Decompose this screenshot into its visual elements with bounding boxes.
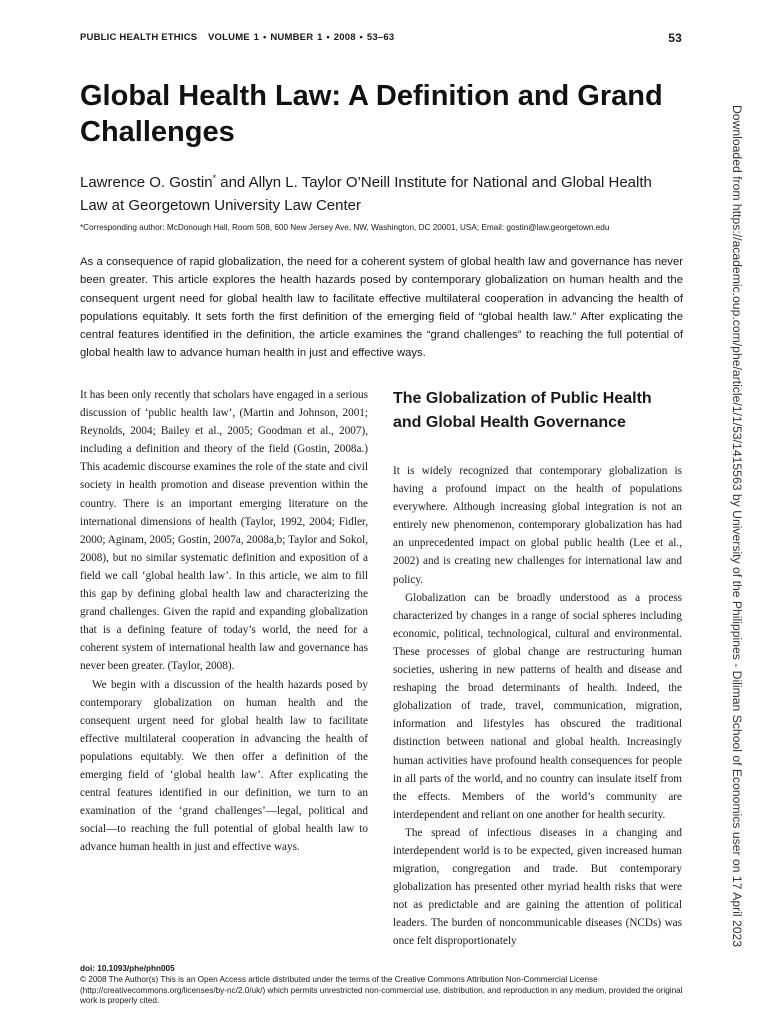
section-heading: The Globalization of Public Health and Global Health Governance <box>393 390 652 431</box>
journal-name: PUBLIC HEALTH ETHICS <box>80 32 198 43</box>
author-name-gostin: Lawrence O. Gostin <box>80 174 213 191</box>
body-paragraph: We begin with a discussion of the health hazards posed by contemporary globalization on human health and the consequent urgent need for global health law to facilitate effective multilateral cooperation in advancing the health of populations equitably. We then offer a definition of the emerging field of ‘global health law’. After explicating the central features identified in our definition, we turn to an examination of the ‘grand challenges’—legal, political and social—to reaching the full potential of global health law to advance human health in just and effective ways. <box>80 678 368 854</box>
body-paragraph: The spread of infectious diseases in a changing and interdependent world is to be expected, given increased human migration, congregation and trade. But contemporary globalization has presented other myriad health risks that were not as predictable and are gaining the attention of political leaders. The burden of noncommunicable diseases (NCDs) was once felt disproportionately <box>393 826 682 948</box>
license-notice: © 2008 The Author(s) This is an Open Access article distributed under the terms of the Creative Commons Attribution Non-Commercial License (http://creativecommons.org/licenses/by-nc/2.0/uk/) which permits unrestricted non-commercial use, distribution, and reproduction in any medium, provided the original work is properly cited. <box>80 974 683 1006</box>
footer <box>80 964 690 1007</box>
body-paragraph: It is widely recognized that contemporary globalization is having a profound impact on the health of populations everywhere. Although increasing global integration is not an entirely new phenomenon, contemporary globalization has had an unprecedented impact on global public health (Lee et al., 2002) and is creating new challenges for international law and policy. <box>393 465 682 586</box>
corresponding-mark: * <box>212 173 217 183</box>
article-title: Global Health Law: A Definition and Grand Challenges <box>80 80 663 148</box>
author-line <box>80 167 680 217</box>
body-paragraph: It has been only recently that scholars have engaged in a serious discussion of ‘public health law’, (Martin and Johnson, 2001; Reynolds, 2004; Bailey et al., 2005; Goodman et al., 2007), including a definition and theory of the field (Gostin, 2008a.) This academic discourse examines the role of the state and civil society in health promotion and disease prevention within the country. There is an important emerging literature on the international dimensions of health (Taylor, 1992, 2004; Fidler, 2000; Aginam, 2005; Gostin, 2007a, 2008a,b; Taylor and Sokol, 2008), but no similar systematic definition and exposition of a field we call ‘global health law’. In this article, we aim to fill this gap by defining global health law and characterizing the grand challenges. Given the rapid and expanding globalization that is a defining feature of today’s world, the need for a coherent system of international health law and governance has never been greater. (Taylor, 2008). <box>80 389 368 673</box>
corresponding-author-note: *Corresponding author: McDonough Hall, Room 508, 600 New Jersey Ave, NW, Washington, DC 20001, USA; Email: gostin@law.georgetown.edu <box>80 223 610 232</box>
left-column <box>80 386 368 856</box>
download-watermark: Downloaded from https://academic.oup.com/phe/article/1/1/53/1415563 by University of the Philippines - Diliman School of Economics user on 17 April 2023 <box>730 105 744 948</box>
right-column <box>393 462 682 951</box>
abstract: As a consequence of rapid globalization, the need for a coherent system of global health law and governance has never been greater. This article explores the health hazards posed by contemporary globalization on human health and the consequent urgent need for global health law to facilitate effective multilateral cooperation in advancing the health of populations equitably. It sets forth the first definition of the emerging field of “global health law.” After explicating the central features identified in the definition, the article examines the “grand challenges” to reaching the full potential of global health law to advance human health in just and effective ways. <box>80 256 683 360</box>
author-affiliation: and Allyn L. Taylor O’Neill Institute for National and Global Health Law at Georgetown University Law Center <box>80 174 652 214</box>
doi: doi: 10.1093/phe/phn005 <box>80 964 175 973</box>
issue-info: VOLUME 1 • NUMBER 1 • 2008 • 53–63 <box>208 32 395 43</box>
body-paragraph: Globalization can be broadly understood as a process characterized by changes in a range of social spheres including economic, political, technological, cultural and environmental. These processes of global change are restructuring human societies, ushering in new patterns of health and disease and reshaping the broad determinants of health. Indeed, the globalization of trade, travel, communication, migration, information and lifestyles has obscured the traditional distinction between national and global health. Increasingly human activities have profound health consequences for people in all parts of the world, and no country can insulate itself from the effects. Members of the world’s community are interdependent and reliant on one another for health security. <box>393 591 682 821</box>
running-head <box>80 32 682 48</box>
page-number: 53 <box>668 31 682 45</box>
